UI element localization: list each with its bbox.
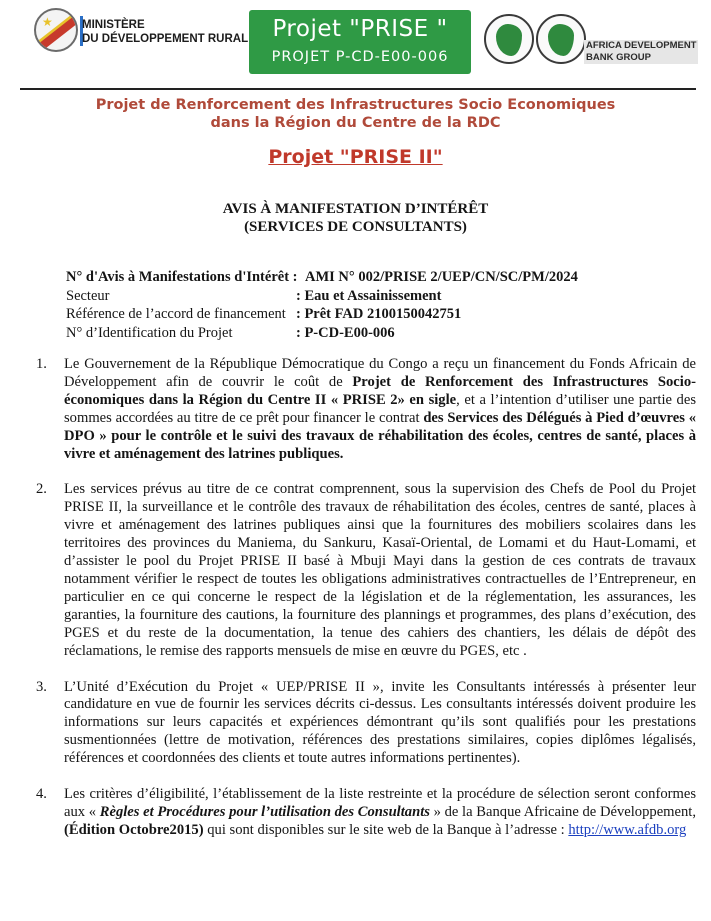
paragraph-bold-text: Projet de Renforcement des Infrastructures Socio-économiques dans la Région du Centre II « PRISE 2» en sigle: [64, 373, 696, 408]
reference-label: Référence de l’accord de financement: [66, 306, 286, 322]
letterhead: [0, 0, 711, 86]
notice-body: [28, 356, 696, 858]
paragraph-bold-italic-text: Règles et Procédures pour l’utilisation des Consultants: [99, 803, 430, 820]
reference-value: : P-CD-E00-006: [296, 324, 395, 341]
reference-label: Secteur: [66, 287, 110, 304]
project-full-name-line-2: dans la Région du Centre de la RDC: [210, 115, 501, 131]
reference-value: : Prêt FAD 2100150042751: [296, 306, 462, 322]
project-full-name-line-1: Projet de Renforcement des Infrastructures Socio Economiques: [95, 97, 616, 113]
paragraph-text: Le Gouvernement de la République Démocratique du Congo a reçu un financement du Fonds Africain de Développement afin de couvrir le coût de: [64, 356, 696, 390]
project-banner-code: PROJET P-CD-E00-006: [271, 49, 449, 65]
project-banner: [249, 10, 471, 74]
project-banner-title: Projet "PRISE ": [272, 16, 448, 42]
paragraph-2: [28, 481, 696, 660]
reference-value: AMI N° 002/PRISE 2/UEP/CN/SC/PM/2024: [305, 269, 578, 285]
header-divider: [20, 88, 696, 90]
bank-name: [584, 40, 698, 64]
paragraph-text: » de la Banque Africaine de Développement,: [429, 803, 696, 820]
ministry-name: [82, 18, 248, 46]
paragraph-4: [28, 786, 696, 840]
paragraph-3: [28, 679, 696, 769]
paragraph-text: , et a l’intention d’utiliser une partie des sommes accordées au titre de ce prêt pour financer le contrat: [64, 391, 696, 426]
paragraph-bold-text: (Édition Octobre2015): [64, 821, 204, 838]
ministry-line-2: DU DÉVELOPPEMENT RURAL: [82, 33, 249, 45]
notice-heading-line-2: (SERVICES DE CONSULTANTS): [244, 219, 467, 235]
paragraph-text: Les critères d’éligibilité, l’établissement de la liste restreinte et la procédure de sélection seront conformes aux «: [64, 786, 696, 820]
paragraph-number: 1.: [36, 356, 47, 372]
bank-line-2: BANK GROUP: [586, 52, 651, 63]
project-title: Projet "PRISE II": [268, 146, 443, 168]
project-full-name: [0, 96, 711, 132]
reference-value: : Eau et Assainissement: [296, 287, 442, 304]
reference-label: N° d’Identification du Projet: [66, 324, 233, 341]
paragraph-text: Les services prévus au titre de ce contrat comprennent, sous la supervision des Chefs de Pool du Projet PRISE II, la surveillance et le contrôle des travaux de réhabilitation des écoles, centres de santé, places à vivre et aménagement des latrines publiques ainsi que la fournitures des mobiliers scolaires dans les territoires des provinces du Maniema, du Sankuru, Kasaï-Oriental, de Lomami et du Haut-Lomami, et d’assister le pool du Projet PRISE II basé à Mbuji Mayi dans la gestion de ces contrats de travaux notamment vérifier le respect de toutes les obligations administratives contractuelles de l’Entrepreneur, en particulier en ce qui concerne le respect de la législation et de la réglementation, les assurances, les garanties, la fourniture des cautions, la fourniture des plannings et programmes, des plans d’exécution, des PGES et du reste de la documentation, la tenue des cahiers des chantiers, les délais de dépôt des réclamations, le remise des rapports mensuels de mise en œuvre du PGES, etc .: [64, 481, 696, 659]
reference-label: N° d'Avis à Manifestations d'Intérêt :: [66, 269, 298, 285]
notice-heading-line-1: AVIS À MANIFESTATION D’INTÉRÊT: [222, 201, 489, 217]
paragraph-text: L’Unité d’Exécution du Projet « UEP/PRISE II », invite les Consultants intéressés à présenter leur candidature en vue de fournir les services décrits ci-dessus. Les consultants intéressés doivent produire les informations sur leurs capacités et expériences démontrant qu’ils sont qualifiés pour les prestations susmentionnées (lettre de motivation, références des prestations similaires, copies diplômes légalisés, références et coordonnées des clients et toute autres informations pertinentes).: [64, 678, 696, 767]
coat-of-arms-seal-icon: ★: [34, 8, 78, 52]
notice-heading: [0, 200, 711, 236]
ministry-line-1: MINISTÈRE: [82, 19, 145, 31]
paragraph-bold-text: des Services des Délégués à Pied d’œuvres « DPO » pour le contrôle et le suivi des travaux de réhabilitation des écoles, centres de santé, places à vivre et aménagement des latrines publiques.: [64, 409, 696, 462]
paragraph-text: qui sont disponibles sur le site web de la Banque à l’adresse :: [203, 821, 569, 838]
paragraph-number: 4.: [36, 786, 47, 803]
bank-line-1: AFRICA DEVELOPMENT: [586, 40, 697, 51]
afdb-website-link[interactable]: http://www.afdb.org: [568, 821, 687, 838]
paragraph-1: [28, 356, 696, 463]
afdb-africa-logo-icon: [536, 14, 586, 64]
afdb-africa-logo-icon: [484, 14, 534, 64]
paragraph-number: 2.: [36, 481, 47, 498]
paragraph-number: 3.: [36, 678, 47, 695]
